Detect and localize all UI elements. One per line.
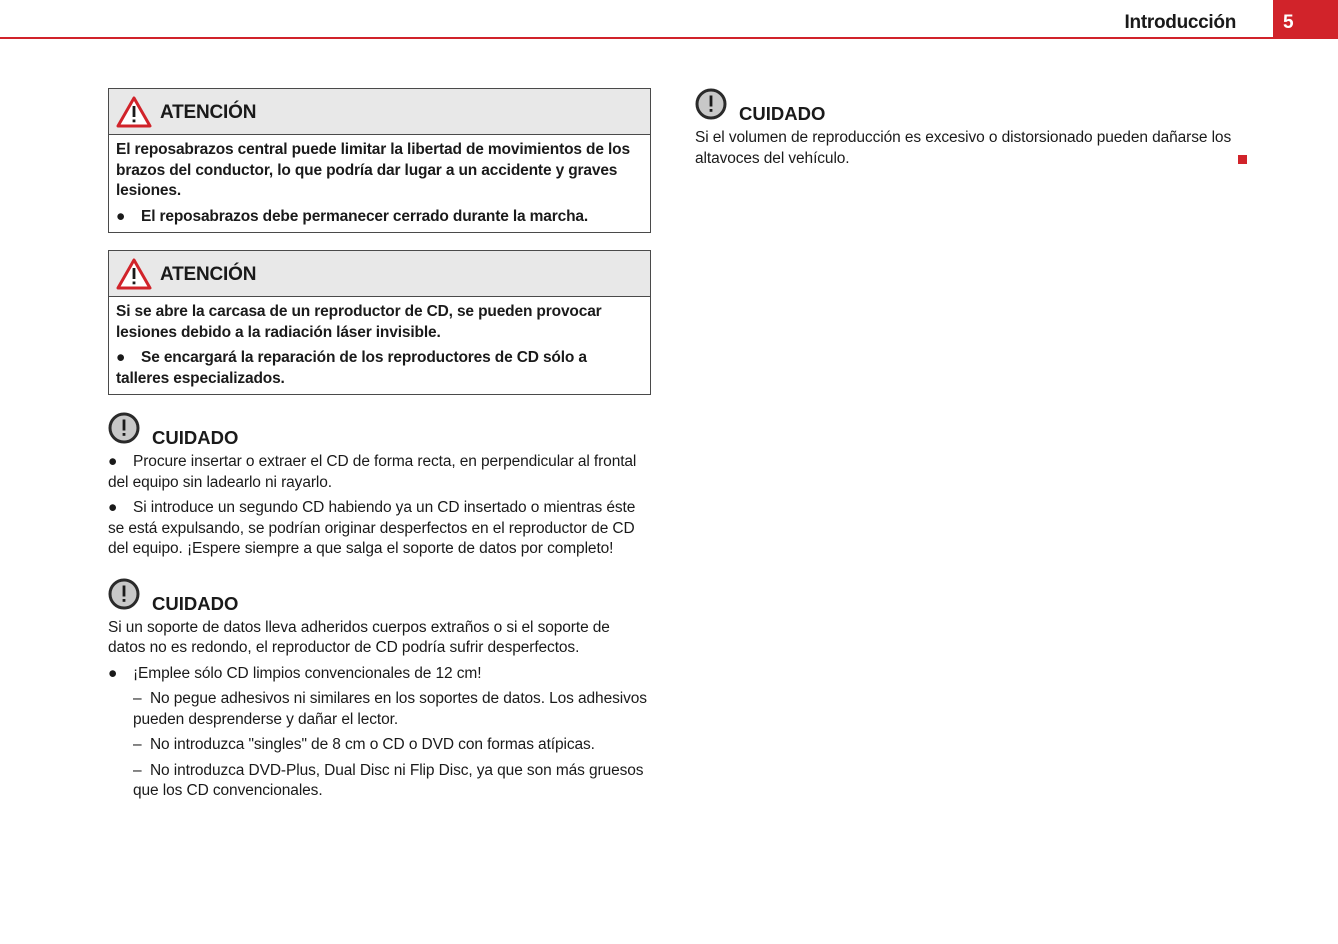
dash-text: No introduzca DVD-Plus, Dual Disc ni Flip Disc, ya que son más gruesos que los CD convencionales. [133, 761, 644, 799]
exclamation-circle-icon [108, 578, 140, 610]
caution-text: Si un soporte de datos lleva adheridos cuerpos extraños o si el soporte de datos no es redondo, el reproductor de CD podría sufrir desperfectos. [108, 618, 610, 656]
bullet-text: ¡Emplee sólo CD limpios convencionales de 12 cm! [133, 664, 482, 682]
bullet-text: Si introduce un segundo CD habiendo ya un CD insertado o mientras éste se está expulsando, se podrían originar desperfectos en el reproductor de CD del equipo. ¡Espere siempre a que salga el soporte de datos por completo! [108, 499, 636, 557]
dash-item [108, 689, 651, 730]
warning-header [109, 251, 650, 297]
page-number: 5 [1283, 12, 1294, 33]
caution-header [695, 88, 1255, 128]
bullet-icon: ● [108, 453, 118, 470]
warning-box [108, 250, 651, 395]
caution-header [108, 578, 651, 618]
warning-header [109, 89, 650, 135]
section-end-marker-icon [1238, 155, 1247, 164]
dash-text: No pegue adhesivos ni similares en los soportes de datos. Los adhesivos pueden desprenderse y dañar el lector. [133, 690, 647, 728]
dash-text: No introduzca "singles" de 8 cm o CD o DVD con formas atípicas. [149, 736, 595, 753]
dash-item [108, 735, 651, 756]
caution-title: CUIDADO [152, 592, 239, 614]
caution-header [108, 412, 651, 452]
caution-block [695, 88, 1255, 169]
warning-triangle-icon [116, 258, 152, 290]
dash-icon: – [133, 736, 142, 753]
warning-title: ATENCIÓN [160, 264, 257, 285]
warning-bullet [116, 348, 643, 389]
caution-bullet [108, 664, 651, 685]
page-number-box [1273, 0, 1338, 39]
warning-body [109, 135, 650, 232]
exclamation-circle-icon [695, 88, 727, 120]
dash-icon: – [133, 690, 142, 707]
warning-body [109, 297, 650, 394]
caution-body [108, 618, 651, 802]
header-rule [0, 37, 1338, 39]
bullet-icon: ● [108, 664, 118, 682]
exclamation-circle-icon [108, 412, 140, 444]
caution-body [108, 452, 651, 560]
caution-body [695, 128, 1235, 169]
caution-block [108, 578, 651, 802]
warning-bullet [116, 207, 643, 228]
bullet-text: Se encargará la reparación de los reproductores de CD sólo a talleres especializados. [116, 349, 587, 387]
bullet-icon: ● [116, 349, 126, 366]
warning-triangle-icon [116, 96, 152, 128]
caution-block [108, 412, 651, 560]
right-column [695, 88, 1255, 187]
dash-icon: – [133, 761, 142, 779]
bullet-text: El reposabrazos debe permanecer cerrado durante la marcha. [141, 207, 589, 225]
left-column [108, 88, 651, 820]
caution-title: CUIDADO [739, 103, 826, 124]
caution-text: Si el volumen de reproducción es excesivo o distorsionado pueden dañarse los altavoces del vehículo. [695, 129, 1232, 167]
warning-box [108, 88, 651, 233]
warning-text: El reposabrazos central puede limitar la libertad de movimientos de los brazos del conductor, lo que podría dar lugar a un accidente y graves lesiones. [116, 141, 630, 199]
warning-title: ATENCIÓN [160, 102, 257, 123]
caution-bullet [108, 498, 651, 560]
bullet-text: Procure insertar o extraer el CD de forma recta, en perpendicular al frontal del equipo sin ladearlo ni rayarlo. [108, 453, 637, 491]
caution-bullet [108, 452, 651, 493]
warning-text: Si se abre la carcasa de un reproductor de CD, se pueden provocar lesiones debido a la radiación láser invisible. [116, 303, 602, 341]
bullet-icon: ● [108, 499, 118, 516]
section-title: Introducción [1124, 12, 1236, 33]
dash-item [108, 761, 651, 802]
bullet-icon: ● [116, 207, 126, 225]
caution-title: CUIDADO [152, 427, 239, 448]
